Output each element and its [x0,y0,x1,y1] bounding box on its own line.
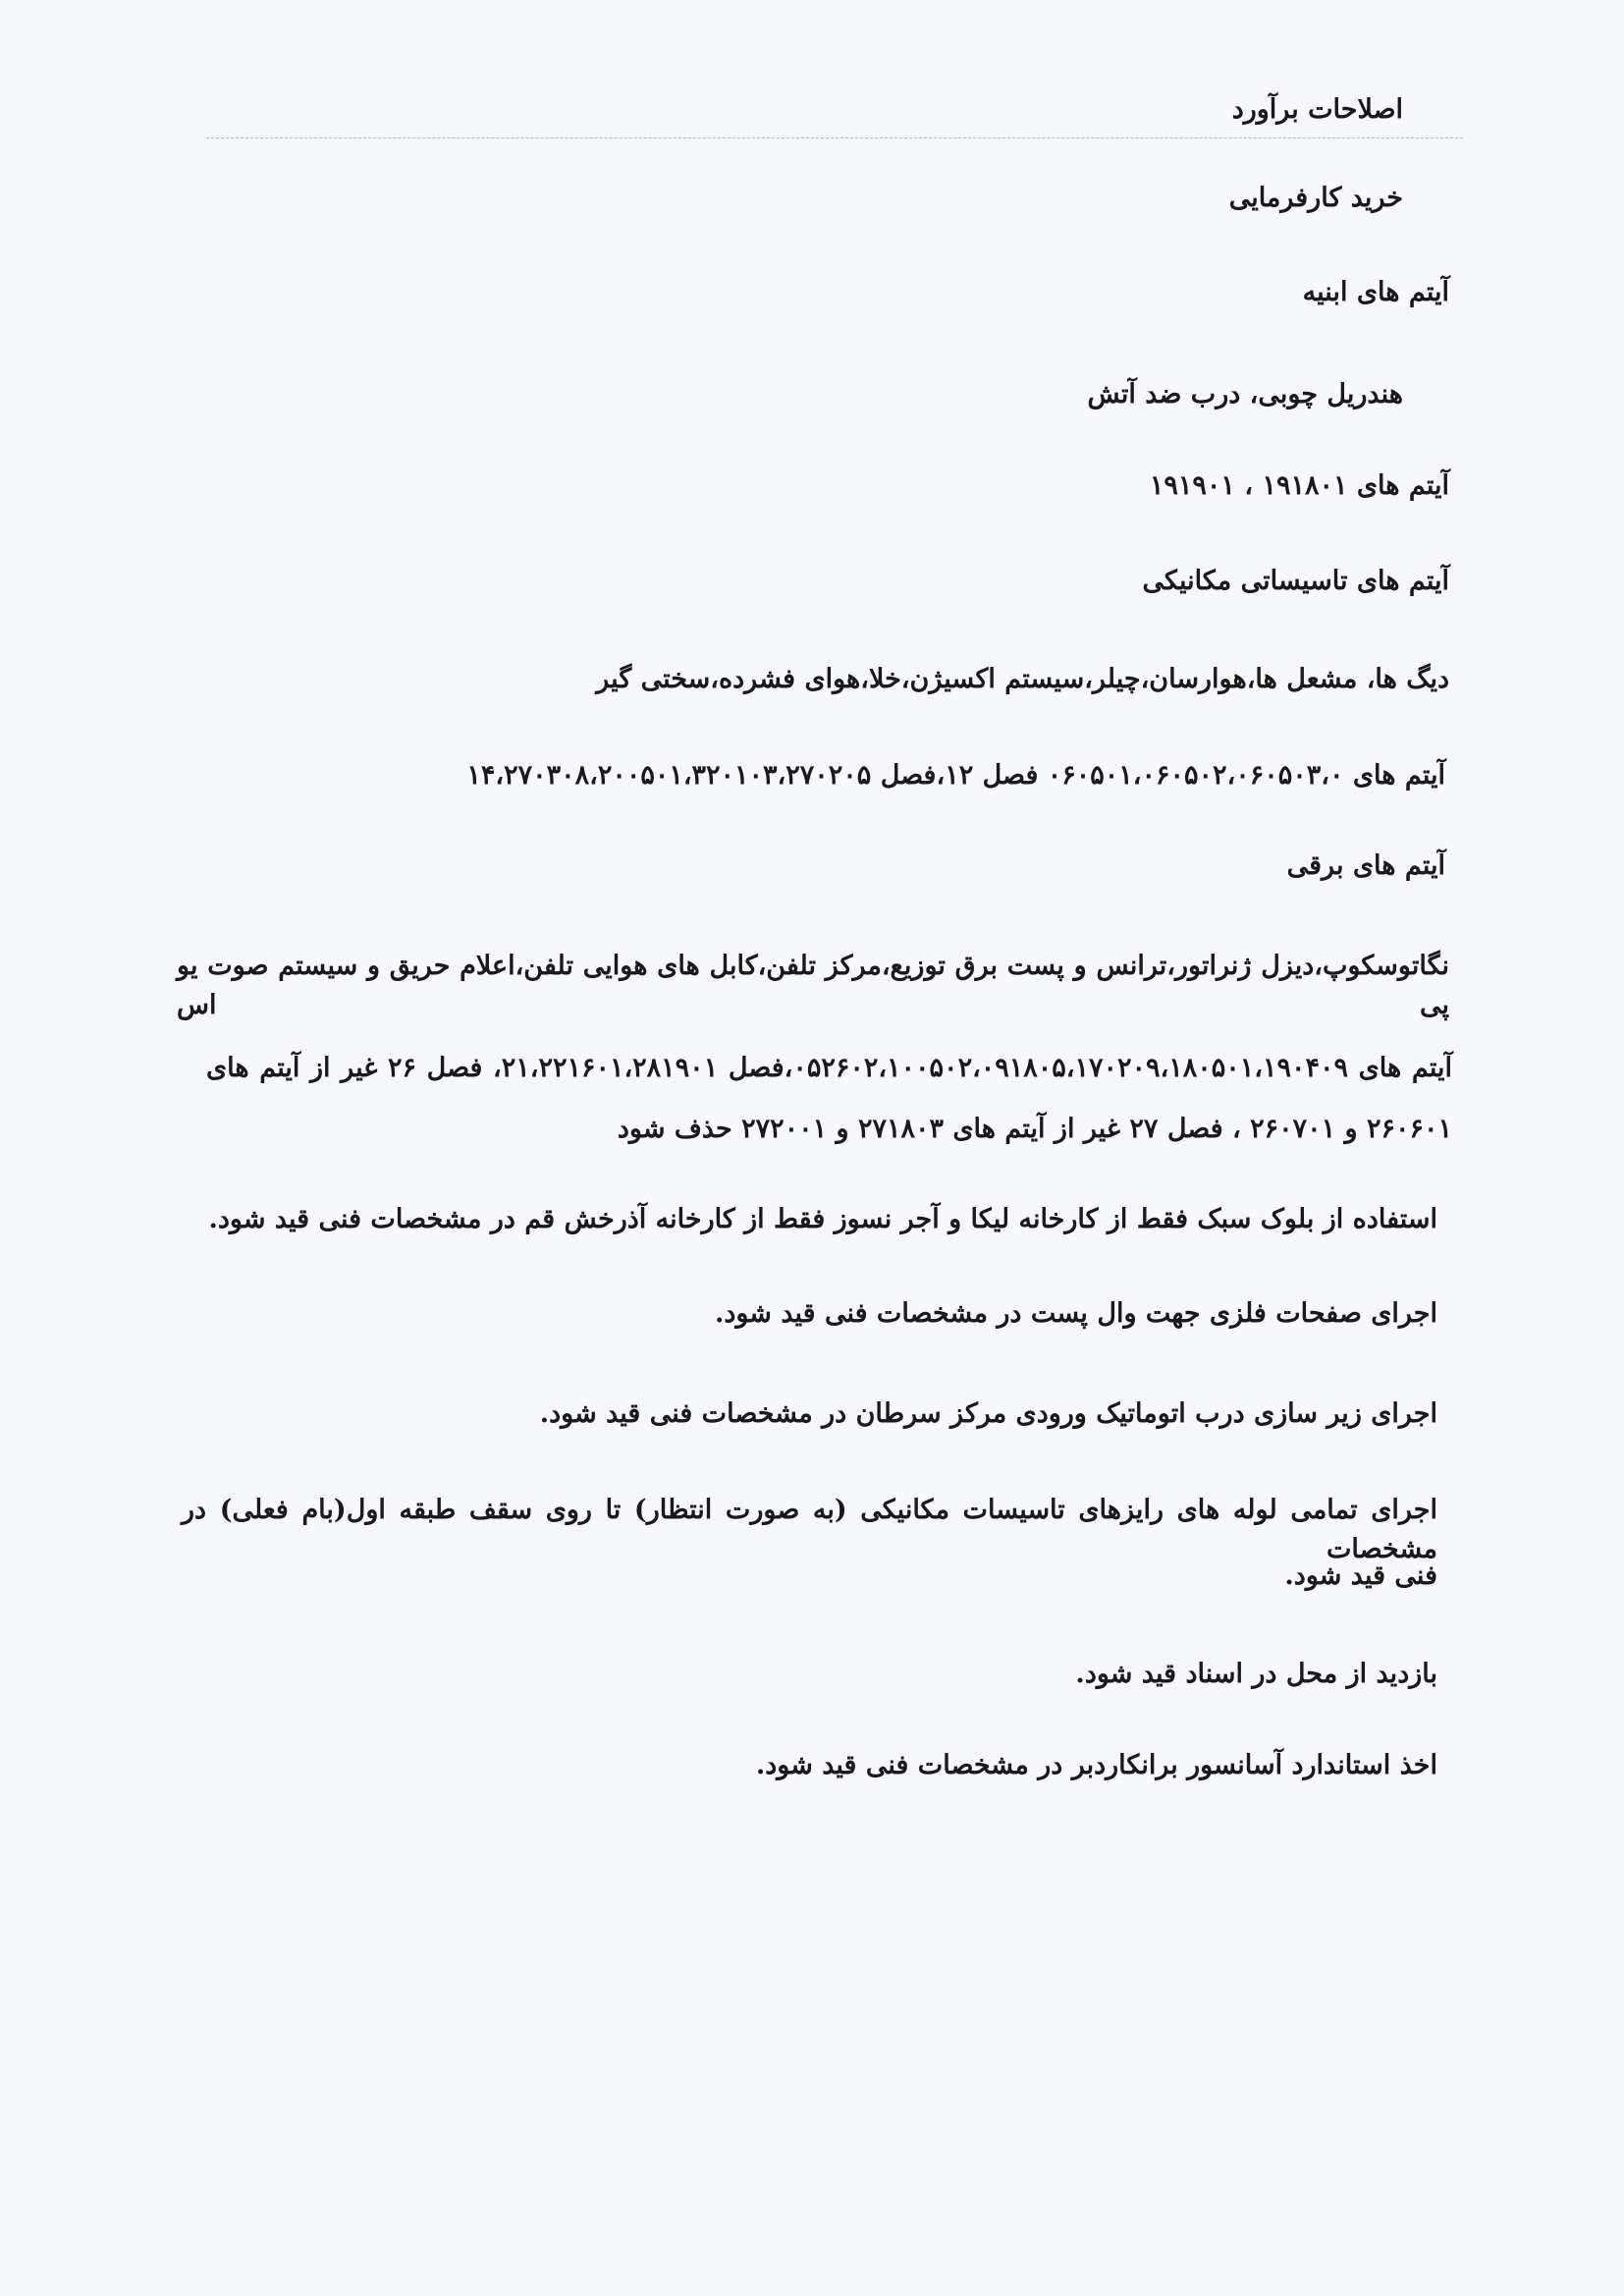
building-items-codes: آیتم های ۱۹۱۸۰۱ ، ۱۹۱۹۰۱ [1149,470,1449,501]
mechanical-items-desc: دیگ ها، مشعل ها،هوارسان،چیلر،سیستم اکسیژن،خلا،هوای فشرده،سختی گیر [596,664,1449,694]
document-title: اصلاحات برآورد [1231,94,1403,125]
note-site-visit: بازدید از محل در اسناد قید شود. [1075,1659,1437,1689]
heading-mechanical-items: آیتم های تاسیساتی مکانیکی [1142,566,1449,596]
heading-electrical-items: آیتم های برقی [1286,850,1445,881]
title-divider [206,137,1463,138]
note-metal-plates: اجرای صفحات فلزی جهت وال پست در مشخصات فنی قید شود. [714,1298,1437,1329]
note-riser-pipes-line2: فنی قید شود. [1284,1560,1437,1591]
electrical-items-codes-line2: ۲۶۰۶۰۱ و ۲۶۰۷۰۱ ، فصل ۲۷ غیر از آیتم های ۲۷۱۸۰۳ و ۲۷۲۰۰۱ حذف شود [617,1114,1452,1144]
electrical-items-desc: نگاتوسکوپ،دیزل ژنراتور،ترانس و پست برق توزیع،مرکز تلفن،کابل های هوایی تلفن،اعلام حریق و سیستم صوت یو پی اس [177,951,1449,1020]
section-employer-purchase: خرید کارفرمایی [1228,183,1403,213]
heading-building-items: آیتم های ابنیه [1302,277,1449,307]
note-riser-pipes-line1: اجرای تمامی لوله های رایزهای تاسیسات مکانیکی (به صورت انتظار) تا روی سقف طبقه اول(بام فعلی) در مشخصات [182,1495,1437,1564]
building-items-desc: هندریل چوبی، درب ضد آتش [1087,379,1403,410]
note-elevator-standard: اخذ استاندارد آسانسور برانکاردبر در مشخصات فنی قید شود. [755,1750,1437,1780]
electrical-items-codes-line1: آیتم های ۰۵۲۶۰۲،۱۰۰۵۰۲،۰۹۱۸۰۵،۱۷۰۲۰۹،۱۸۰۵۰۱،۱۹۰۴۰۹،فصل ۲۱،۲۲۱۶۰۱،۲۸۱۹۰۱، فصل ۲۶ غیر از آیتم های [206,1053,1452,1083]
mechanical-items-codes: آیتم های ۰۶۰۵۰۱،۰۶۰۵۰۲،۰۶۰۵۰۳،۰ فصل ۱۲،فصل ۱۴،۲۷۰۳۰۸،۲۰۰۵۰۱،۳۲۰۱۰۳،۲۷۰۲۰۵ [466,760,1445,791]
note-light-block: استفاده از بلوک سبک فقط از کارخانه لیکا و آجر نسوز فقط از کارخانه آذرخش قم در مشخصات فنی قید شود. [208,1204,1437,1234]
note-automatic-door: اجرای زیر سازی درب اتوماتیک ورودی مرکز سرطان در مشخصات فنی قید شود. [539,1398,1437,1429]
